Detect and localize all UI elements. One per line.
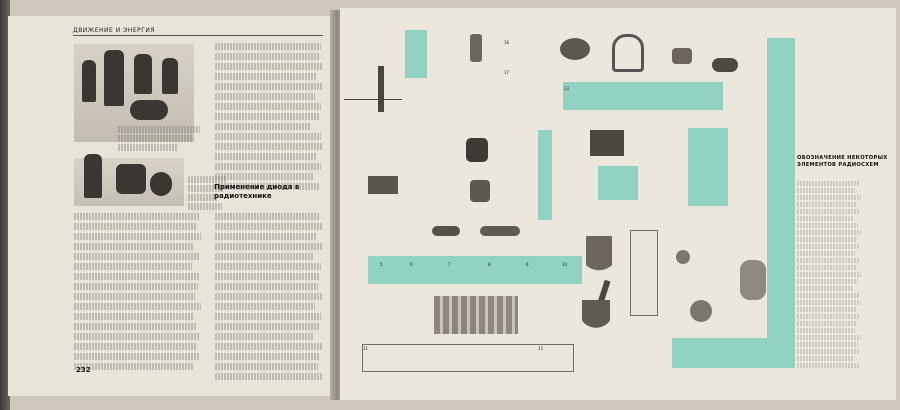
antenna-mast [378, 66, 384, 112]
section-heading: Применение диода в радиотехнике [214, 183, 300, 200]
coil-component [470, 34, 482, 62]
figure-number: 17 [504, 70, 510, 75]
teal-symbol-panel [563, 82, 723, 110]
tube-image [162, 58, 178, 94]
switch-assembly [434, 296, 518, 334]
tube-image [84, 154, 102, 198]
tube-image [82, 60, 96, 102]
teal-symbol-panel [672, 338, 772, 368]
legend-title: ОБОЗНАЧЕНИЕ НЕКОТОРЫХ ЭЛЕМЕНТОВ РАДИОСХЕМ [797, 155, 888, 168]
headphones-component [612, 34, 644, 72]
figure-number: 10 [562, 262, 568, 267]
transformer-component [590, 130, 624, 156]
figure-number: 23 [564, 86, 570, 91]
legend-text [797, 181, 861, 386]
resistor-component [432, 226, 460, 236]
capacitor-component [466, 138, 488, 162]
variable-capacitor-component [470, 180, 490, 202]
lamp-component [676, 250, 690, 264]
resistor-component [480, 226, 520, 236]
figure-number: 8 [488, 262, 491, 267]
relay-component [368, 176, 398, 194]
photo-caption [118, 126, 203, 151]
microphone-component [672, 48, 692, 64]
tube-image [134, 54, 152, 94]
page-number: 232 [76, 366, 91, 374]
figure-number: 15 [538, 346, 544, 351]
power-tubes-photo [74, 158, 184, 206]
teal-symbol-panel [598, 166, 638, 200]
tube-image [150, 172, 172, 196]
tube-image [104, 50, 124, 106]
header-rule [73, 35, 323, 36]
teal-symbol-panel [368, 256, 582, 284]
antenna-illustration [344, 96, 402, 126]
tube-component [740, 260, 766, 300]
running-head: ДВИЖЕНИЕ И ЭНЕРГИЯ [73, 27, 156, 34]
figure-number: 7 [448, 262, 451, 267]
figure-number: 5 [380, 262, 383, 267]
tube-image [130, 100, 168, 120]
teal-symbol-panel [405, 30, 427, 78]
body-text-column [215, 40, 323, 190]
transistor-component [712, 58, 738, 72]
figure-number: 6 [410, 262, 413, 267]
teal-symbol-panel [767, 38, 795, 368]
body-text-column [74, 210, 202, 370]
tube-symbol-box [630, 230, 658, 316]
body-text-column [215, 210, 323, 390]
lamp-component [690, 300, 712, 322]
figure-number: 9 [526, 262, 529, 267]
tube-image [116, 164, 146, 194]
teal-symbol-panel [688, 128, 728, 206]
speaker-component [560, 38, 590, 60]
teal-symbol-panel [538, 130, 552, 220]
crt-tube-component [582, 300, 610, 348]
figure-number: 11 [363, 346, 369, 351]
figure-number: 16 [504, 40, 510, 45]
